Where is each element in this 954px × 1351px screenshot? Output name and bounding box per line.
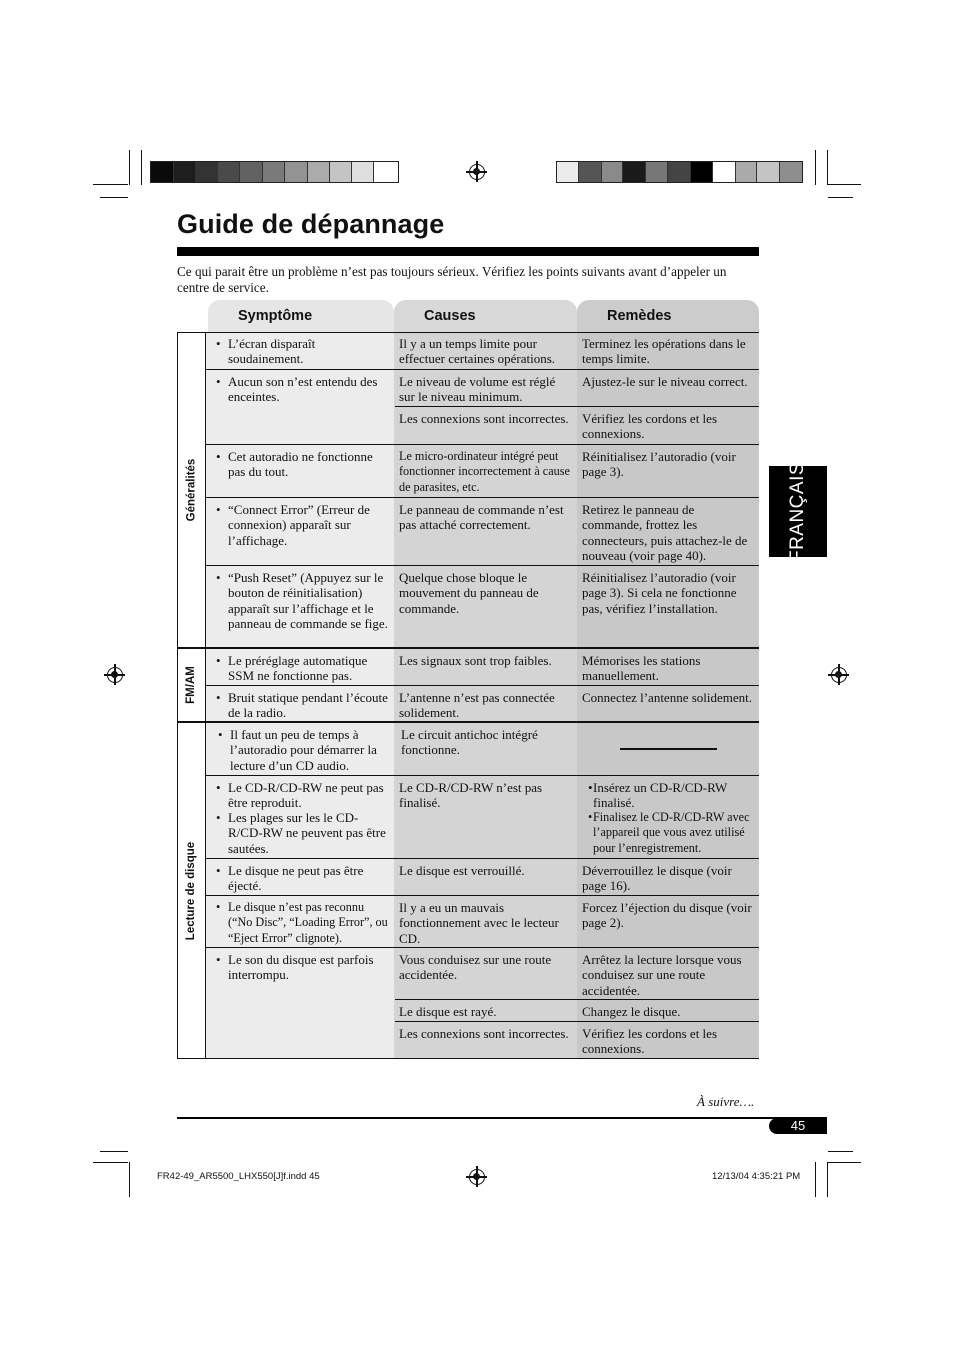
cause-cell: Quelque chose bloque le mouvement du panneau de commande. bbox=[399, 570, 539, 616]
title-rule bbox=[177, 247, 759, 256]
troubleshooting-table bbox=[177, 332, 759, 1059]
header-symptom: Symptôme bbox=[208, 300, 394, 332]
crop-mark bbox=[815, 150, 816, 185]
table-left-border bbox=[177, 332, 178, 1059]
crop-mark bbox=[129, 1162, 130, 1197]
registration-mark-icon bbox=[107, 667, 123, 683]
remedy-cell: Réinitialisez l’autoradio (voir page 3). bbox=[582, 449, 736, 480]
remedy-cell: Vérifiez les cordons et les connexions. bbox=[582, 411, 718, 442]
registration-mark-icon bbox=[831, 667, 847, 683]
symptom-cell: • Le disque ne peut pas être éjecté. bbox=[205, 859, 394, 894]
cause-cell: Les signaux sont trop faibles. bbox=[399, 653, 552, 668]
crop-mark bbox=[828, 1151, 853, 1152]
crop-mark bbox=[141, 150, 142, 185]
page-title: Guide de dépannage bbox=[177, 209, 445, 239]
symptom-cell: • Le son du disque est parfois interrompu. bbox=[205, 948, 394, 983]
symptom-cell: • “Push Reset” (Appuyez sur le bouton de réinitialisation) apparaît sur l’affichage et le panneau de commande se fige. bbox=[205, 566, 394, 632]
remedy-cell: Vérifiez les cordons et les connexions. bbox=[582, 1026, 718, 1057]
cause-cell: Le disque est rayé. bbox=[399, 1004, 497, 1019]
symptom-cell: • Aucun son n’est entendu des enceintes. bbox=[205, 370, 394, 405]
language-tab: FRANÇAIS bbox=[769, 466, 827, 557]
symptom-cell: • Il faut un peu de temps à l’autoradio pour démarrer la lecture d’un CD audio. bbox=[207, 723, 394, 773]
remedy-cell: Connectez l’antenne solidement. bbox=[582, 690, 753, 705]
section-label-fmam: FM/AM bbox=[185, 666, 197, 704]
footer-file-info: FR42-49_AR5500_LHX550[J]f.indd 45 bbox=[157, 1171, 320, 1182]
intro-text: Ce qui parait être un problème n’est pas toujours sérieux. Vérifiez les points suivants avant d’appeler un centre de service. bbox=[177, 264, 727, 295]
table-bottom-border bbox=[177, 1058, 759, 1059]
cause-cell: Les connexions sont incorrectes. bbox=[399, 411, 569, 426]
bottom-rule bbox=[177, 1117, 827, 1119]
remedy-cell: Terminez les opérations dans le temps limite. bbox=[582, 336, 746, 367]
remedy-cell: Réinitialisez l’autoradio (voir page 3). Si cela ne fonctionne pas, vérifiez l’installation. bbox=[582, 570, 737, 616]
crop-mark bbox=[828, 197, 853, 198]
crop-mark bbox=[827, 1162, 828, 1197]
gray-scale-bar-right bbox=[556, 161, 803, 183]
section-label-disc: Lecture de disque bbox=[185, 841, 198, 940]
crop-mark bbox=[828, 1162, 861, 1163]
cause-cell: Le niveau de volume est réglé sur le niveau minimum. bbox=[399, 374, 556, 405]
crop-mark bbox=[828, 184, 861, 185]
cause-cell: Il y a eu un mauvais fonctionnement avec le lecteur CD. bbox=[399, 900, 559, 946]
symptom-cell-2: • Les plages sur les le CD-R/CD-RW ne peuvent pas être sautées. bbox=[205, 806, 394, 856]
symptom-cell: • Le CD-R/CD-RW ne peut pas être reproduit. bbox=[205, 776, 394, 811]
cause-cell: Vous conduisez sur une route accidentée. bbox=[399, 952, 552, 983]
crop-mark bbox=[827, 150, 828, 185]
crop-mark bbox=[815, 1162, 816, 1197]
page-number: 45 bbox=[769, 1118, 827, 1134]
crop-mark bbox=[100, 1151, 128, 1152]
cause-cell: Le panneau de commande n’est pas attaché correctement. bbox=[399, 502, 564, 533]
cause-cell: Il y a un temps limite pour effectuer certaines opérations. bbox=[399, 336, 556, 367]
symptom-cell: • Le préréglage automatique SSM ne fonctionne pas. bbox=[205, 649, 394, 684]
registration-mark-icon bbox=[469, 164, 485, 180]
symptom-cell: • Le disque n’est pas reconnu (“No Disc”, “Loading Error”, ou “Eject Error” clignote). bbox=[205, 896, 394, 946]
cause-cell: Les connexions sont incorrectes. bbox=[399, 1026, 569, 1041]
remedy-cell: Déverrouillez le disque (voir page 16). bbox=[582, 863, 732, 894]
crop-mark bbox=[129, 150, 130, 185]
remedy-cell: • Insérez un CD-R/CD-RW finalisé. bbox=[577, 776, 759, 811]
crop-mark bbox=[93, 1162, 128, 1163]
section-label-general: Généralités bbox=[185, 458, 197, 522]
remedy-cell: Mémorises les stations manuellement. bbox=[582, 653, 701, 684]
header-causes: Causes bbox=[394, 300, 577, 332]
remedy-cell: Forcez l’éjection du disque (voir page 2). bbox=[582, 900, 752, 931]
remedy-cell: Retirez le panneau de commande, frottez les connecteurs, puis attachez-le de nouveau (voir page 40). bbox=[582, 502, 748, 564]
footer-timestamp: 12/13/04 4:35:21 PM bbox=[712, 1171, 801, 1182]
cause-cell: Le circuit antichoc intégré fonctionne. bbox=[401, 727, 538, 758]
cause-cell: Le CD-R/CD-RW n’est pas finalisé. bbox=[399, 780, 543, 811]
crop-mark bbox=[93, 184, 128, 185]
remedy-cell: Arrêtez la lecture lorsque vous conduisez sur une route accidentée. bbox=[582, 952, 742, 998]
remedy-dash bbox=[620, 748, 717, 750]
symptom-cell: • Cet autoradio ne fonctionne pas du tout. bbox=[205, 445, 394, 480]
gray-scale-bar-left bbox=[150, 161, 399, 183]
remedy-cell: Ajustez-le sur le niveau correct. bbox=[582, 374, 748, 389]
cause-cell: L’antenne n’est pas connectée solidement. bbox=[399, 690, 555, 721]
crop-mark bbox=[100, 197, 128, 198]
symptom-cell: • “Connect Error” (Erreur de connexion) apparaît sur l’affichage. bbox=[205, 498, 394, 548]
cause-cell: Le disque est verrouillé. bbox=[399, 863, 525, 878]
symptom-cell: • L’écran disparaît soudainement. bbox=[205, 332, 394, 367]
continued-note: À suivre…. bbox=[697, 1094, 755, 1109]
remedy-cell: Changez le disque. bbox=[582, 1004, 681, 1019]
registration-mark-icon bbox=[469, 1169, 485, 1185]
cause-cell: Le micro-ordinateur intégré peut fonctionner incorrectement à cause de parasites, etc. bbox=[399, 449, 570, 494]
symptom-cell: • Bruit statique pendant l’écoute de la radio. bbox=[205, 686, 394, 721]
header-remedies: Remèdes bbox=[577, 300, 759, 332]
remedy-cell-2: • Finalisez le CD-R/CD-RW avec l’appareil que vous avez utilisé pour l’enregistrement. bbox=[577, 806, 759, 856]
